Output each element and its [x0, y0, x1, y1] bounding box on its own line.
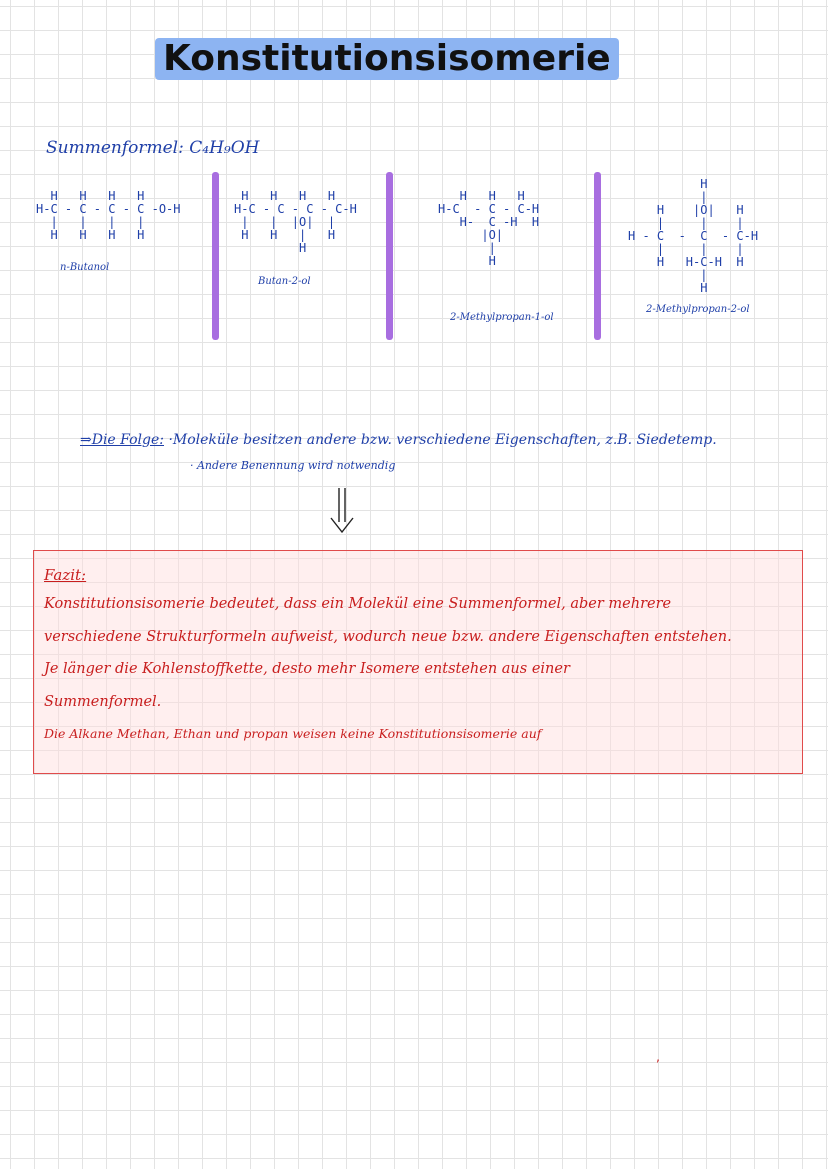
- molecule-name-n-butanol: n-Butanol: [60, 262, 110, 273]
- structure-2-methylpropan-2-ol: H | H |O| H | | | H - C - C - C-H | | | H H-C-H H | H: [628, 177, 759, 295]
- divider-3: [594, 172, 601, 340]
- fazit-line-1: Konstitutionsisomerie bedeutet, dass ein Molekül eine Summenformel, aber mehrere: [44, 596, 672, 612]
- folge-text-1: ·Moleküle besitzen andere bzw. verschiedene Eigenschaften, z.B. Siedetemp.: [164, 432, 717, 448]
- folge-line: [80, 432, 717, 448]
- fazit-line-2: verschiedene Strukturformeln aufweist, wodurch neue bzw. andere Eigenschaften entstehen.: [44, 629, 732, 645]
- fazit-line-3: Je länger die Kohlenstoffkette, desto mehr Isomere entstehen aus einer: [44, 661, 570, 677]
- molecule-name-butan-2-ol: Butan-2-ol: [258, 276, 311, 287]
- molecule-name-2-methylpropan-1-ol: 2-Methylpropan-1-ol: [450, 312, 554, 323]
- fazit-line-5: Die Alkane Methan, Ethan und propan weisen keine Konstitutionsisomerie auf: [44, 726, 542, 741]
- structure-n-butanol: H H H H H-C - C - C - C -O-H | | | | H H H H: [36, 189, 181, 242]
- summenformel-line: Summenformel: C₄H₉OH: [46, 138, 260, 158]
- folge-text-2: · Andere Benennung wird notwendig: [190, 459, 396, 472]
- fazit-heading: Fazit:: [44, 566, 87, 584]
- divider-2: [386, 172, 393, 340]
- double-arrow-down-icon: [327, 486, 357, 536]
- divider-1: [212, 172, 219, 340]
- ink-mark: ‚: [656, 1050, 660, 1064]
- page-title: Konstitutionsisomerie: [155, 38, 619, 80]
- folge-label: ⇒Die Folge:: [80, 432, 164, 448]
- structure-2-methylpropan-1-ol: H H H H-C - C - C-H H- C -H H |O| | H: [438, 189, 540, 268]
- fazit-line-4: Summenformel.: [44, 694, 162, 710]
- molecule-name-2-methylpropan-2-ol: 2-Methylpropan-2-ol: [646, 304, 750, 315]
- structure-butan-2-ol: H H H H H-C - C - C - C-H | | |O| | H H | H H: [234, 189, 357, 255]
